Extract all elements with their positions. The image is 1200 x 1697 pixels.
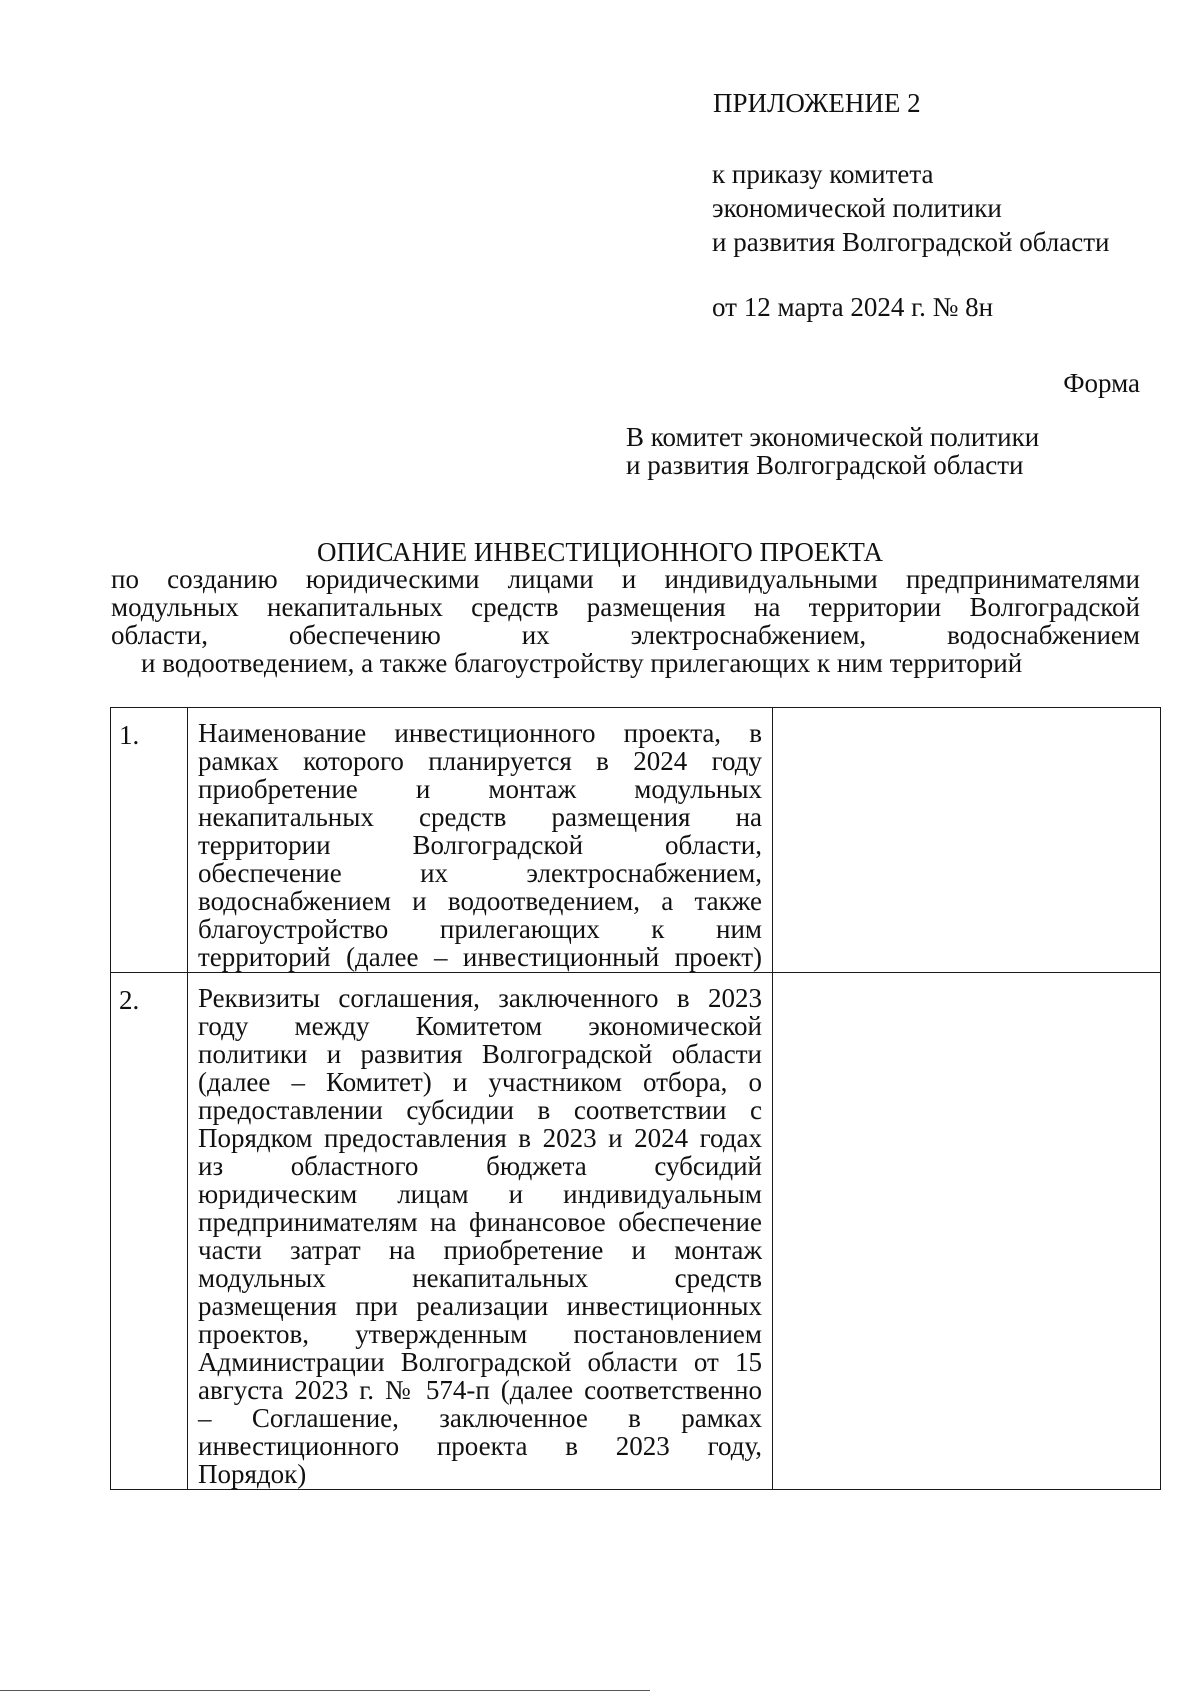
description-line: политики и развития Волгоградской области bbox=[198, 1039, 762, 1069]
description-line: Реквизиты соглашения, заключенного в 2023 bbox=[198, 983, 762, 1013]
project-description-table bbox=[110, 707, 1161, 1490]
description-line: обеспечение их электроснабжением, bbox=[198, 858, 762, 888]
description-line: Порядок) bbox=[198, 1459, 307, 1489]
description-line: модульных некапитальных средств bbox=[198, 1263, 762, 1293]
subtitle-line: модульных некапитальных средств размещения на территории Волгоградской bbox=[111, 592, 1140, 622]
description-line: – Соглашение, заключенное в рамках bbox=[198, 1403, 762, 1433]
row-description-cell bbox=[188, 973, 773, 1490]
appendix-title: ПРИЛОЖЕНИЕ 2 bbox=[713, 88, 921, 118]
description-line: части затрат на приобретение и монтаж bbox=[198, 1235, 762, 1265]
row-number-cell bbox=[111, 708, 188, 973]
description-line: водоснабжением и водоотведением, а также bbox=[198, 886, 762, 916]
appendix-reference-line: экономической политики bbox=[712, 193, 1002, 223]
form-label: Форма bbox=[1063, 368, 1140, 398]
appendix-date: от 12 марта 2024 г. № 8н bbox=[712, 292, 994, 322]
description-line: Администрации Волгоградской области от 15 bbox=[198, 1347, 762, 1377]
description-line: территорий (далее – инвестиционный проект) bbox=[198, 942, 762, 972]
row-number: 1. bbox=[119, 720, 140, 750]
description-line: рамках которого планируется в 2024 году bbox=[198, 746, 762, 776]
description-line: территории Волгоградской области, bbox=[198, 830, 762, 860]
document-title: ОПИСАНИЕ ИНВЕСТИЦИОННОГО ПРОЕКТА bbox=[316, 537, 884, 567]
description-line: Порядком предоставления в 2023 и 2024 годах bbox=[198, 1123, 762, 1153]
table-row bbox=[111, 708, 1161, 973]
addressee-line: и развития Волгоградской области bbox=[626, 450, 1024, 480]
description-line: (далее – Комитет) и участником отбора, о bbox=[198, 1067, 762, 1097]
description-line: Наименование инвестиционного проекта, в bbox=[198, 718, 762, 748]
row-number-cell bbox=[111, 973, 188, 1490]
subtitle-line: и водоотведением, а также благоустройству прилегающих к ним территорий bbox=[141, 648, 1023, 678]
appendix-reference-line: к приказу комитета bbox=[712, 159, 934, 189]
description-line: году между Комитетом экономической bbox=[198, 1011, 762, 1041]
subtitle-line: области, обеспечению их электроснабжением, водоснабжением bbox=[111, 620, 1140, 650]
appendix-reference bbox=[712, 157, 1109, 259]
appendix-reference-line: и развития Волгоградской области bbox=[712, 227, 1110, 257]
description-line: августа 2023 г. № 574-п (далее соответственно bbox=[198, 1375, 762, 1405]
table-row bbox=[111, 973, 1161, 1490]
row-value-cell[interactable] bbox=[773, 973, 1161, 1490]
subtitle-line: по созданию юридическими лицами и индивидуальными предпринимателями bbox=[111, 564, 1140, 594]
description-line: из областного бюджета субсидий bbox=[198, 1151, 762, 1181]
row-description bbox=[188, 973, 772, 1488]
row-value-cell[interactable] bbox=[773, 708, 1161, 973]
description-line: предоставлении субсидии в соответствии с bbox=[198, 1095, 762, 1125]
addressee-line: В комитет экономической политики bbox=[626, 422, 1040, 452]
row-number: 2. bbox=[119, 985, 140, 1015]
description-line: инвестиционного проекта в 2023 году, bbox=[198, 1431, 762, 1461]
row-description bbox=[188, 708, 772, 971]
addressee bbox=[626, 423, 1039, 479]
document-subtitle bbox=[111, 565, 1140, 677]
description-line: проектов, утвержденным постановлением bbox=[198, 1319, 762, 1349]
description-line: размещения при реализации инвестиционных bbox=[198, 1291, 762, 1321]
description-line: юридическим лицам и индивидуальным bbox=[198, 1179, 762, 1209]
description-line: приобретение и монтаж модульных bbox=[198, 774, 762, 804]
description-line: предпринимателям на финансовое обеспечение bbox=[198, 1207, 762, 1237]
description-line: некапитальных средств размещения на bbox=[198, 802, 762, 832]
footer-rule bbox=[0, 1690, 650, 1691]
row-description-cell bbox=[188, 708, 773, 973]
description-line: благоустройство прилегающих к ним bbox=[198, 914, 762, 944]
